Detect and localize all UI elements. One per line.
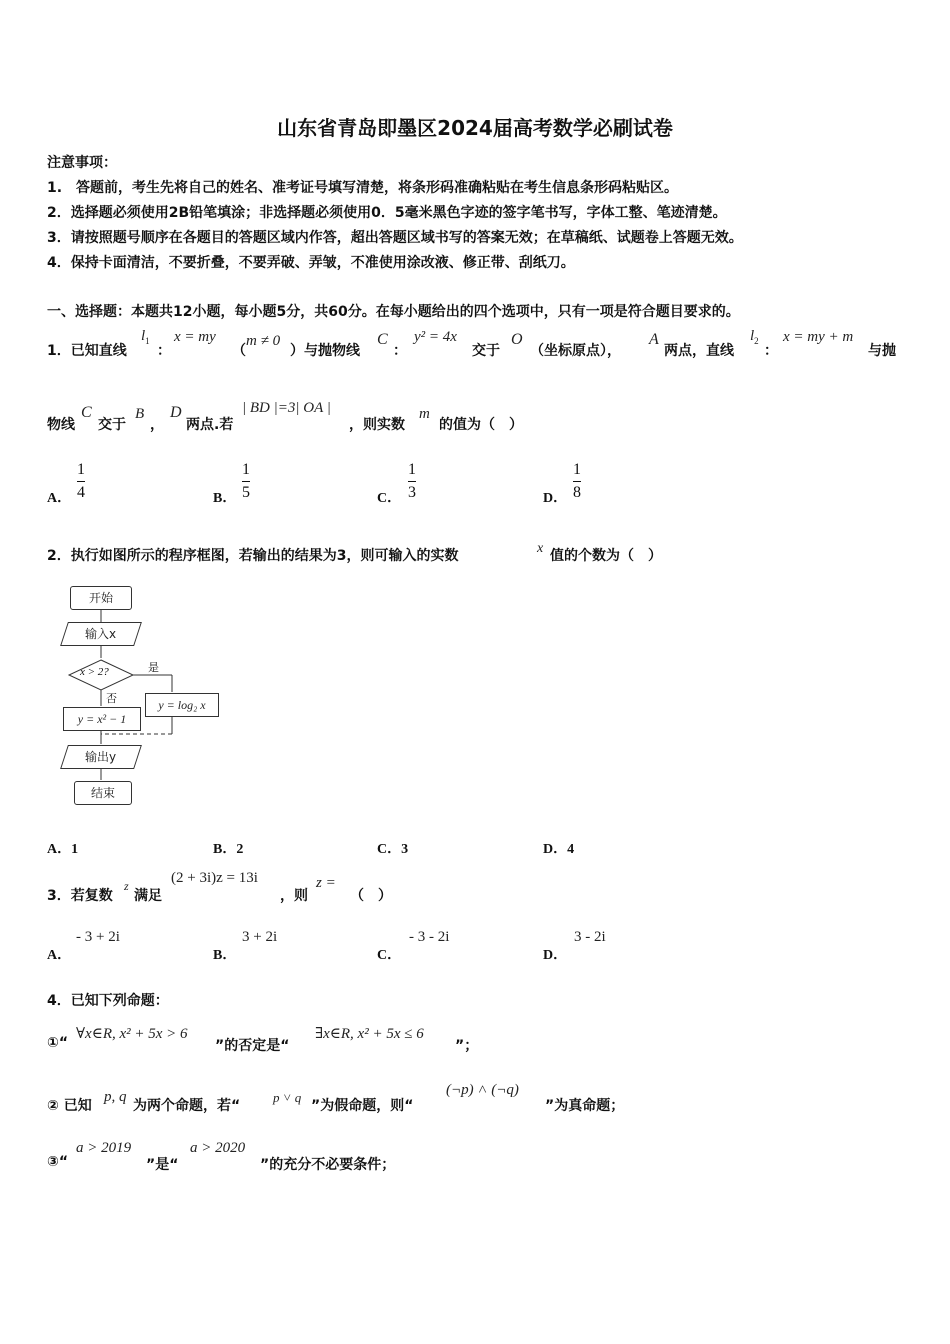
- q1-option-b-value: 1 5: [242, 461, 250, 501]
- q1-text-intersect: 交于: [472, 343, 500, 359]
- q1-parabola-eq: y² = 4x: [414, 329, 457, 345]
- q1-option-b-label: B．: [213, 491, 237, 506]
- flowchart-log-box: y = log₂ x: [145, 693, 219, 717]
- q1-text-parabola: 与抛: [868, 343, 896, 359]
- q3-text-satisfy: 满足: [134, 888, 162, 904]
- q1-cond-close: ）与抛物线: [290, 343, 360, 359]
- q4-s2-false: ”为假命题，则“: [311, 1098, 414, 1114]
- q4-s1-open: ①“: [47, 1035, 69, 1051]
- q1-comma: ，: [150, 417, 164, 433]
- q2-option-b: B．2: [213, 842, 244, 857]
- notice-item-3: 3．请按照题号顺序在各题目的答题区域内作答，超出答题区域书写的答案无效；在草稿纸、试题卷上答题无效。: [47, 230, 743, 246]
- q1-l2: $l_2$: [750, 328, 759, 346]
- flowchart-square-box: y = x² − 1: [63, 707, 141, 731]
- q3-stem-end: （ ）: [350, 888, 392, 904]
- q3-option-c-value: - 3 - 2i: [409, 929, 450, 945]
- q2-option-d: D．4: [543, 842, 575, 857]
- flowchart-yes-label: 是: [148, 661, 159, 674]
- q1-colon3: ：: [764, 343, 778, 359]
- q1-line2-if: 两点.若: [186, 417, 234, 433]
- q3-z: z: [124, 879, 129, 893]
- q3-option-c-label: C．: [377, 948, 402, 963]
- q4-s2-math2: (¬p) ˄ (¬q): [446, 1082, 519, 1098]
- notice-item-4: 4．保持卡面清洁，不要折叠，不要弄破、弄皱，不准使用涂改液、修正带、刮纸刀。: [47, 255, 575, 271]
- q1-option-d-label: D．: [543, 491, 568, 506]
- q4-s2-text: 为两个命题，若“: [133, 1098, 241, 1114]
- page-title: 山东省青岛即墨区2024届高考数学必刷试卷: [277, 116, 673, 140]
- q1-C2: C: [81, 404, 92, 421]
- flowchart-no-label: 否: [106, 692, 117, 705]
- q3-z-eq: z =: [316, 875, 336, 891]
- q4-s2-pq: p, q: [104, 1089, 127, 1105]
- flowchart-start: 开始: [70, 586, 132, 610]
- q1-A: A: [649, 331, 659, 348]
- q1-condition: m ≠ 0: [246, 333, 281, 349]
- notice-heading: 注意事项：: [47, 155, 117, 171]
- q2-option-c: C．3: [377, 842, 409, 857]
- q1-line2-end: 的值为（ ）: [439, 417, 523, 433]
- q1-text-origin: （坐标原点），: [530, 343, 621, 359]
- q4-s1-math2: ∃x∈R, x² + 5x ≤ 6: [315, 1026, 424, 1042]
- q4-s2-true: ”为真命题；: [545, 1098, 625, 1114]
- q3-option-b-label: B．: [213, 948, 237, 963]
- q4-s3-math: a > 2019: [76, 1140, 132, 1156]
- q4-s1-close: ”；: [455, 1038, 479, 1054]
- q1-B: B: [135, 406, 145, 422]
- q2-stem-start: 2．执行如图所示的程序框图，若输出的结果为3，则可输入的实数: [47, 548, 459, 564]
- q1-option-d-value: 1 8: [573, 461, 581, 501]
- q1-line2-real: ，则实数: [349, 417, 405, 433]
- q1-option-a-value: 1 4: [77, 461, 85, 501]
- flowchart-condition: x > 2?: [80, 666, 109, 678]
- q2-option-a: A．1: [47, 842, 79, 857]
- q4-intro: 4．已知下列命题：: [47, 993, 169, 1009]
- q1-C: C: [377, 331, 388, 348]
- q3-option-a-label: A．: [47, 948, 72, 963]
- q1-option-a-label: A．: [47, 491, 72, 506]
- notice-item-1: 1. 答题前，考生先将自己的姓名、准考证号填写清楚，将条形码准确粘贴在考生信息条形码粘贴区。: [47, 180, 679, 196]
- q4-s2-open: ② 已知: [47, 1098, 92, 1114]
- q1-m: m: [419, 406, 430, 422]
- q3-text-then: ，则: [280, 888, 308, 904]
- flowchart-input: 输入x: [60, 622, 142, 646]
- q1-line2-start: 物线: [47, 417, 75, 433]
- q4-s1-math: ∀x∈R, x² + 5x > 6: [76, 1026, 188, 1042]
- q3-option-d-value: 3 - 2i: [574, 929, 606, 945]
- q1-line2-intersect: 交于: [98, 417, 126, 433]
- section-heading: 一、选择题：本题共12小题，每小题5分，共60分。在每小题给出的四个选项中，只有一项是符合题目要求的。: [47, 304, 740, 320]
- q3-option-b-value: 3 + 2i: [242, 929, 278, 945]
- q2-stem-end: 值的个数为（ ）: [550, 548, 662, 564]
- q1-option-c-label: C．: [377, 491, 402, 506]
- q1-distance-eq: | BD |=3| OA |: [242, 400, 331, 416]
- q1-colon2: ：: [393, 343, 407, 359]
- q1-option-c-value: 1 3: [408, 461, 416, 501]
- flowchart-end: 结束: [74, 781, 132, 805]
- q4-s3-math2: a > 2020: [190, 1140, 246, 1156]
- q3-equation: (2 + 3i)z = 13i: [171, 870, 258, 886]
- q1-colon: ：: [157, 343, 171, 359]
- q3-option-a-value: - 3 + 2i: [76, 929, 120, 945]
- q4-s3-close: ”的充分不必要条件；: [260, 1157, 396, 1173]
- q1-text-line: 两点，直线: [664, 343, 734, 359]
- q4-s3-open: ③“: [47, 1154, 69, 1170]
- q4-s1-negation: ”的否定是“: [215, 1038, 290, 1054]
- flowchart-output: 输出y: [60, 745, 142, 769]
- q1-cond-open: （: [232, 343, 246, 359]
- notice-item-2: 2．选择题必须使用2B铅笔填涂；非选择题必须使用0．5毫米黑色字迹的签字笔书写，字体工整、笔迹清楚。: [47, 205, 727, 221]
- q1-line-eq: x = my: [174, 329, 216, 345]
- q1-l1: $l_1$: [141, 328, 150, 346]
- q3-stem-start: 3．若复数: [47, 888, 113, 904]
- q1-O: O: [511, 331, 523, 348]
- q1-D: D: [170, 404, 182, 421]
- q1-line2-eq: x = my + m: [783, 329, 854, 345]
- q4-s3-is: ”是“: [146, 1157, 179, 1173]
- q1-stem-start: 1．已知直线: [47, 343, 127, 359]
- q3-option-d-label: D．: [543, 948, 568, 963]
- flowchart: [50, 582, 240, 812]
- q4-s2-math: p ˅ q: [273, 1090, 302, 1105]
- q2-x: x: [537, 541, 544, 556]
